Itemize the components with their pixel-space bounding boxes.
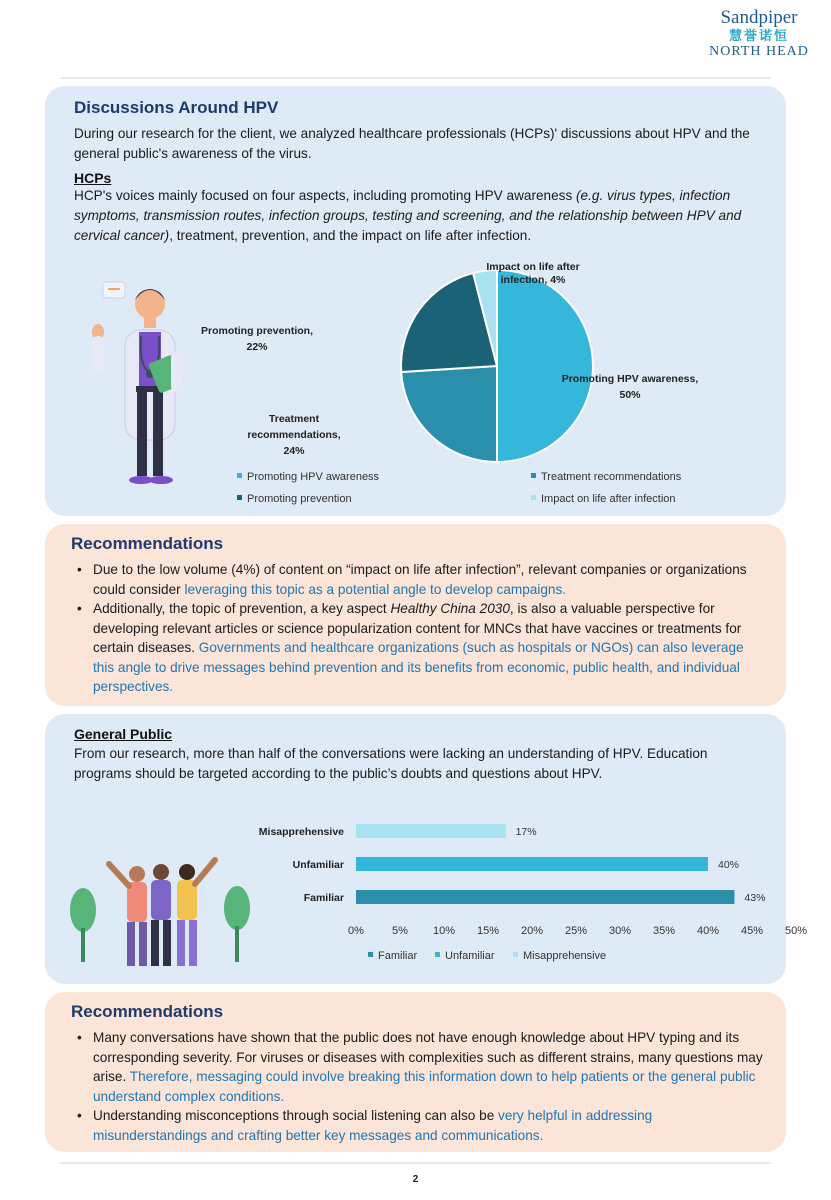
x-tick-label: 0% <box>348 925 364 937</box>
sandpiper-logo <box>699 8 819 60</box>
recommendations-list-2 <box>71 1028 764 1145</box>
hcps-heading: HCPs <box>74 170 112 186</box>
x-tick-label: 50% <box>784 925 808 937</box>
recommendation-item <box>71 599 764 697</box>
legend-swatch-misapprehensive <box>513 952 518 957</box>
logo-line2: 慧誉诺恒 <box>728 28 789 43</box>
legend-swatch-familiar <box>368 952 373 957</box>
hcps-text-b: , treatment, prevention, and the impact on life after infection. <box>169 228 532 243</box>
pie-slice-promoting-hpv-awareness <box>497 270 593 462</box>
x-tick-label: 5% <box>392 925 408 937</box>
bar-legend <box>368 950 606 962</box>
legend-unfamiliar: Unfamiliar <box>445 950 495 962</box>
x-tick-label: 40% <box>696 925 720 937</box>
pie-slice-treatment-recommendations <box>401 366 497 462</box>
recommendation-item <box>71 1106 764 1145</box>
category-label: Unfamiliar <box>292 859 344 871</box>
legend-swatch-treatment <box>531 473 536 478</box>
hcps-text-a: HCP's voices mainly focused on four aspects, including promoting HPV awareness <box>74 188 577 203</box>
rec1-item1-highlight: leveraging this topic as a potential angle to develop campaigns. <box>184 581 567 597</box>
rec2-item1-text: Many conversations have shown that the public does not have enough knowledge about HPV typing and its corresponding severity. For viruses or diseases with complexities such as different strains, many questions may arise. <box>93 1030 763 1084</box>
general-public-text: From our research, more than half of the conversations were lacking an understanding of HPV. Education programs should be targeted according to the public’s doubts and questions about HPV. <box>74 746 708 781</box>
legend-familiar: Familiar <box>378 950 418 962</box>
intro-text: During our research for the client, we analyzed healthcare professionals (HCPs)' discussions about HPV and the general public's awareness of the virus. <box>74 126 750 161</box>
rec2-item1-highlight: Therefore, messaging could involve breaking this information down to help patients or the general public understand complex conditions. <box>93 1069 756 1104</box>
recommendations-card-1 <box>45 524 786 706</box>
x-tick-label: 20% <box>520 925 544 937</box>
legend-swatch-prevention <box>237 495 242 500</box>
recommendations-card-2 <box>45 992 786 1152</box>
recommendations-title-1: Recommendations <box>71 534 224 553</box>
legend-swatch-awareness <box>237 473 242 478</box>
recommendations-list-1 <box>71 560 764 697</box>
bar-misapprehensive <box>356 824 506 838</box>
hcps-text-italic: (e.g. virus types, infection symptoms, transmission routes, infection groups, testing and screening, and the relationship between HPV and cervical cancer) <box>74 188 742 243</box>
discussions-card <box>45 86 786 516</box>
recommendations-title-2: Recommendations <box>71 1002 224 1021</box>
hcps-text <box>74 186 764 246</box>
legend-swatch-impact <box>531 495 536 500</box>
hcp-topic-pie-chart <box>200 252 775 512</box>
recommendation-item <box>71 560 764 599</box>
rec1-item2-text-a: Additionally, the topic of prevention, a key aspect <box>93 601 391 616</box>
bar-value-label: 17% <box>515 826 537 838</box>
rec1-item2-text-b: , is also a valuable perspective for developing relevant articles or science popularization content for MNCs that have vaccines or treatments for certain diseases. <box>93 601 742 655</box>
rec2-item2-highlight: very helpful in addressing misunderstandings and crafting better key messages and communications. <box>93 1108 653 1143</box>
legend-swatch-unfamiliar <box>435 952 440 957</box>
rec1-item1-text: Due to the low volume (4%) of content on “impact on life after infection”, relevant companies or organizations could consider <box>93 562 747 597</box>
rec1-item2-italic: Healthy China 2030 <box>390 601 510 616</box>
x-tick-label: 15% <box>476 925 500 937</box>
category-label: Misapprehensive <box>258 826 344 838</box>
rec2-item2-text: Understanding misconceptions through social listening can also be <box>93 1108 499 1123</box>
bar-value-label: 40% <box>718 859 740 871</box>
pie-label-impact: Impact on life after infection, 4% <box>486 261 580 286</box>
bar-unfamiliar <box>356 857 708 871</box>
rec1-item2-highlight: Governments and healthcare organizations (such as hospitals or NGOs) can also leverage this angle to drive messages behind prevention and its benefits from economic, public health, and individual perspectives. <box>93 640 744 694</box>
x-tick-label: 25% <box>564 925 588 937</box>
x-tick-label: 45% <box>740 925 764 937</box>
legend-misapprehensive: Misapprehensive <box>523 950 607 962</box>
x-tick-label: 35% <box>652 925 676 937</box>
pie-label-prevention: Promoting prevention, 22% <box>200 325 314 353</box>
pie-legend <box>237 471 682 505</box>
legend-awareness: Promoting HPV awareness <box>247 471 380 483</box>
general-public-card <box>45 714 808 984</box>
page-number: 2 <box>412 1174 419 1185</box>
pie-label-treatment: Treatment recommendations, 24% <box>247 413 341 457</box>
logo-line1: Sandpiper <box>720 7 798 28</box>
general-public-heading: General Public <box>74 726 173 742</box>
section-title: Discussions Around HPV <box>74 98 279 117</box>
pie-label-awareness: Promoting HPV awareness, 50% <box>561 373 699 401</box>
bar-value-label: 43% <box>744 892 766 904</box>
legend-treatment: Treatment recommendations <box>541 471 682 483</box>
x-tick-label: 10% <box>432 925 456 937</box>
public-awareness-bar-chart <box>195 810 808 970</box>
logo-line3: NORTH HEAD <box>709 44 809 59</box>
doctor-illustration <box>83 276 193 498</box>
legend-impact: Impact on life after infection <box>541 493 676 505</box>
category-label: Familiar <box>303 892 344 904</box>
bottom-divider <box>60 1162 771 1164</box>
x-tick-label: 30% <box>608 925 632 937</box>
legend-prevention: Promoting prevention <box>247 493 352 505</box>
recommendation-item <box>71 1028 764 1106</box>
top-divider <box>60 77 771 79</box>
bar-familiar <box>356 890 734 904</box>
